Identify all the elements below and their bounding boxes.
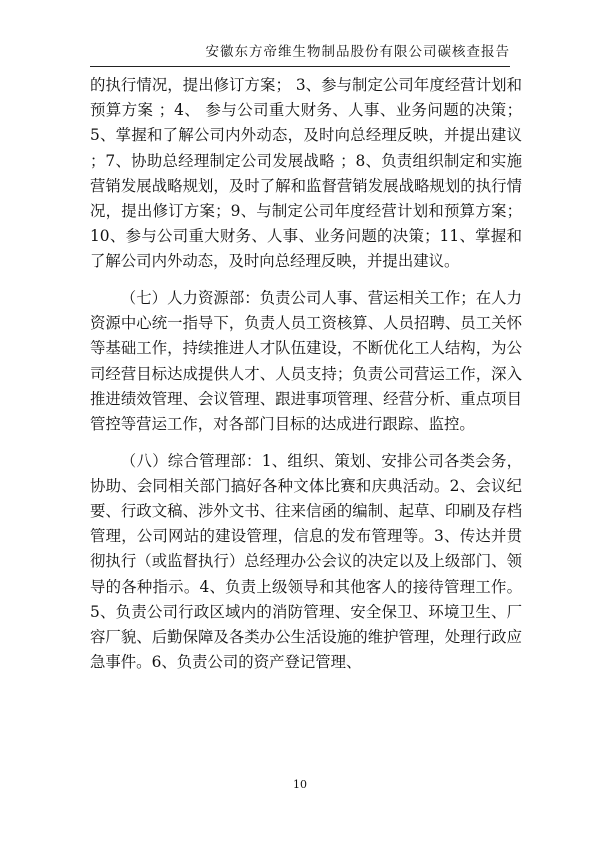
paragraph-general-management-department: （八）综合管理部：1、组织、策划、安排公司各类会务，协助、会同相关部门搞好各种文体比赛和庆典活动。2、会议纪要、行政文稿、涉外文书、往来信函的编制、起草、印刷及存档管理，公司网站的建设管理，信息的发布管理等。3、传达并贯彻执行（或监督执行）总经理办公会议的决定以及上级部门、领导的各种指示。4、负责上级领导和其他客人的接待管理工作。5、负责公司行政区域内的消防管理、安全保卫、环境卫生、厂容厂貌、后勤保障及各类办公生活设施的维护管理，处理行政应急事件。6、负责公司的资产登记管理、: [90, 451, 522, 672]
page-header: [90, 43, 510, 67]
body-text: [90, 73, 522, 675]
paragraph-continuation: 的执行情况，提出修订方案； 3、参与制定公司年度经营计划和预算方案 ；4、 参与公司重大财务、人事、业务问题的决策；5、掌握和了解公司内外动态，及时向总经理反映，并提出建议 ；7、协助总经理制定公司发展战略 ；8、负责组织制定和实施营销发展战略规划，及时了解和监督营销发展战略规划的执行情况，提出修订方案；9、与制定公司年度经营计划和预算方案；10、参与公司重大财务、人事、业务问题的决策；11、掌握和了解公司内外动态，及时向总经理反映，并提出建议。: [90, 76, 522, 271]
paragraph-hr-department: （七）人力资源部：负责公司人事、营运相关工作；在人力资源中心统一指导下，负责人员工资核算、人员招聘、员工关怀等基础工作，持续推进人才队伍建设，不断优化工人结构，为公司经营目标达成提供人才、人员支持；负责公司营运工作，深入推进绩效管理、会议管理、跟进事项管理、经营分析、重点项目管控等营运工作，对各部门目标的达成进行跟踪、监控。: [90, 289, 522, 434]
page-number: 10: [293, 778, 307, 791]
report-title: 安徽东方帝维生物制品股份有限公司碳核查报告: [205, 44, 510, 60]
